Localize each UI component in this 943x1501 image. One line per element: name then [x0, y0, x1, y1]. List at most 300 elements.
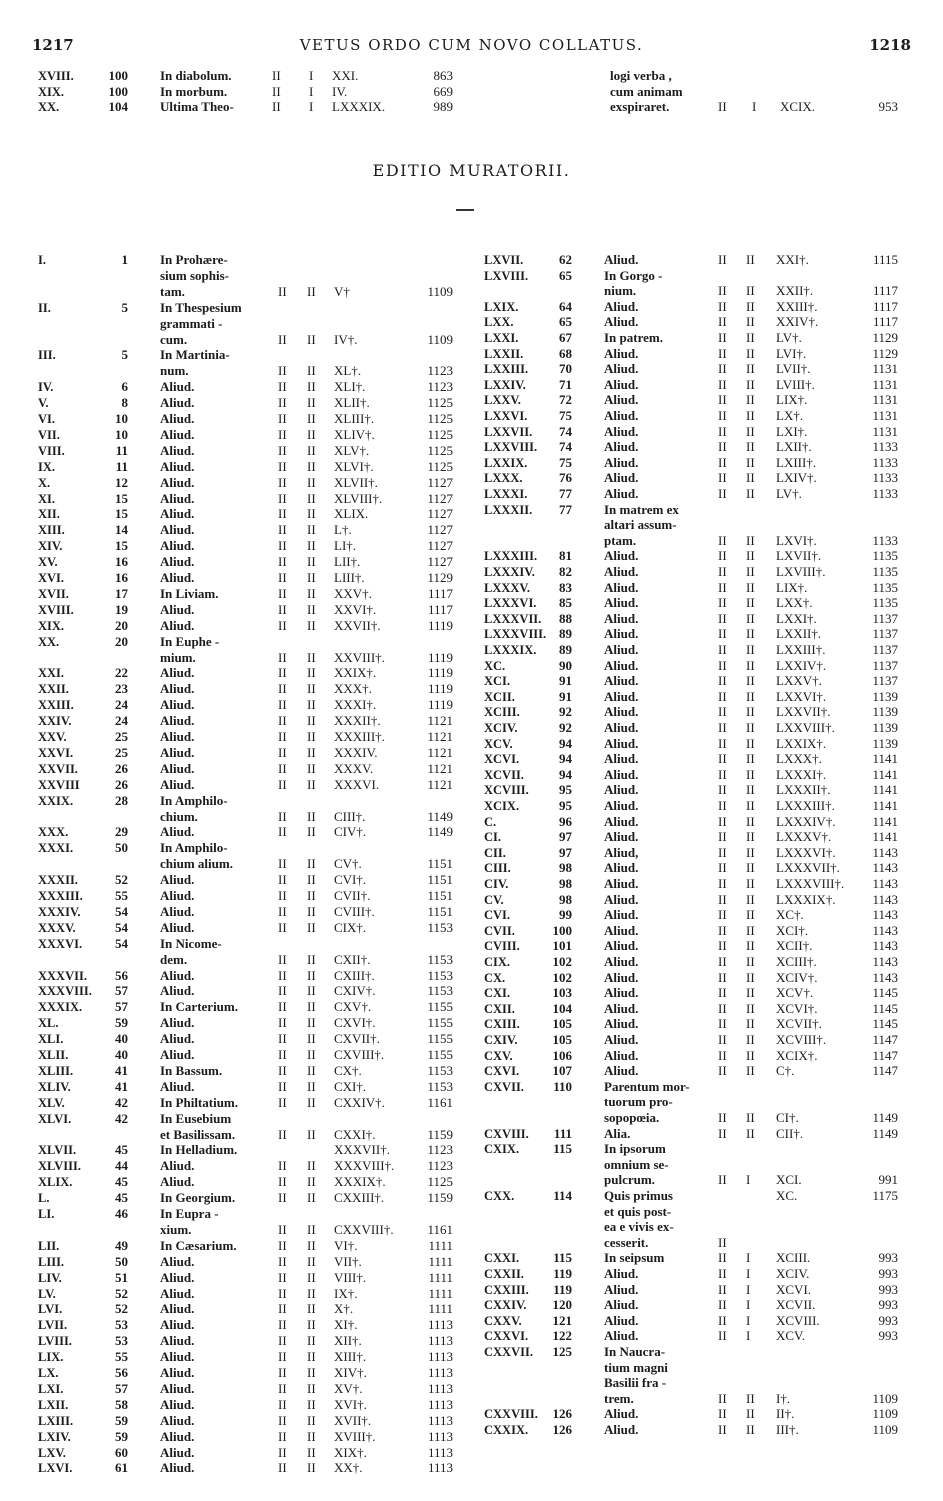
- cell-title: In Bassum.: [160, 1062, 223, 1078]
- cell-page: 1143: [872, 844, 898, 860]
- cell-num: 19: [115, 601, 128, 617]
- cell-vol: II: [278, 697, 287, 713]
- cell-old: LXXIV†.: [776, 657, 827, 673]
- cell-num: 45: [115, 1190, 128, 1206]
- cell-vol: II: [718, 876, 727, 891]
- cell-page: 1135: [872, 595, 898, 611]
- cell-old: CXIII†.: [334, 967, 375, 983]
- cell-vol: II: [718, 891, 727, 907]
- cell-old: XXXIV.: [334, 744, 378, 760]
- cell-page: 1135: [872, 564, 898, 579]
- cell-title: Aliud.: [604, 361, 639, 377]
- cell-title: Aliud.: [604, 1063, 639, 1079]
- cell-title: Aliud.: [160, 601, 195, 617]
- cell-roman: XXXVII.: [38, 968, 87, 983]
- cell-old: XXXVI.: [334, 776, 380, 792]
- table-row: [0, 1079, 943, 1095]
- cell-vol: II: [718, 298, 727, 314]
- cell-old: XXIII†.: [776, 298, 818, 314]
- cell-old: XV†.: [334, 1380, 363, 1396]
- cell-vol: II: [278, 649, 287, 665]
- cell-old: LXIII†.: [776, 454, 817, 470]
- table-row: [0, 845, 943, 861]
- table-row: [0, 658, 943, 674]
- cell-vol: II: [278, 1412, 287, 1428]
- cell-old: XI†.: [334, 1317, 358, 1333]
- cell-vol: II: [278, 1253, 287, 1269]
- cell-vol: II: [278, 888, 287, 903]
- table-row: [0, 99, 943, 115]
- cell-old: XCIV.: [776, 1266, 810, 1281]
- cell-vol: II: [718, 954, 727, 969]
- cell-old: CXII†.: [334, 951, 371, 967]
- cell-page: 1147: [872, 1032, 898, 1047]
- cell-roman: XLVIII.: [38, 1159, 81, 1174]
- cell-page: 1139: [872, 735, 898, 751]
- cell-roman: LXXXVIII.: [484, 627, 547, 642]
- cell-page: 1141: [872, 813, 898, 829]
- cell-old: CXXI†.: [334, 1126, 376, 1142]
- cell-title: Aliud.: [604, 969, 639, 985]
- cell-page: 993: [878, 1266, 898, 1281]
- cell-num: 42: [115, 1094, 128, 1110]
- cell-page: 1131: [872, 392, 898, 408]
- cell-num: 11: [115, 442, 128, 458]
- cell-roman: CIII.: [484, 861, 511, 876]
- cell-title: Aliud.: [160, 776, 195, 792]
- cell-roman: CVII.: [484, 923, 515, 938]
- cell-title: Aliud.: [604, 1016, 639, 1032]
- cell-num: 45: [115, 1174, 128, 1190]
- cell-page: 1143: [872, 938, 898, 954]
- cell-num: 26: [115, 776, 128, 792]
- cell-roman: XVI.: [38, 571, 65, 585]
- cell-num: 74: [559, 439, 572, 455]
- cell-vol: II: [278, 1460, 287, 1476]
- cell-num: 75: [559, 454, 572, 470]
- cell-col: II: [307, 983, 316, 999]
- cell-title: Aliud.: [160, 1380, 195, 1396]
- cell-col: II: [307, 506, 316, 522]
- cell-old: VI†.: [334, 1237, 358, 1253]
- cell-page: 1145: [872, 985, 898, 1001]
- cell-col: II: [307, 411, 316, 426]
- cell-roman: XXIX.: [38, 793, 74, 808]
- table-row: [0, 673, 943, 689]
- cell-col: II: [746, 439, 755, 455]
- cell-roman: LXXXIII.: [484, 549, 538, 564]
- cell-vol: II: [278, 776, 287, 792]
- cell-roman: LX.: [38, 1366, 59, 1380]
- cell-num: 55: [115, 888, 128, 903]
- cell-col: II: [307, 1444, 316, 1460]
- cell-num: 1: [121, 252, 128, 267]
- cell-title: Aliud.: [604, 454, 639, 470]
- cell-title: Aliud.: [160, 1301, 195, 1317]
- cell-page: 1127: [427, 474, 453, 490]
- cell-vol: II: [278, 1285, 287, 1301]
- cell-page: 1125: [427, 458, 453, 474]
- cell-title: Aliud.: [160, 522, 195, 538]
- cell-title: Aliud.: [160, 1317, 195, 1333]
- cell-title: In Amphilo-: [160, 792, 228, 808]
- cell-page: 1113: [427, 1412, 453, 1428]
- cell-vol: II: [718, 1328, 727, 1344]
- cell-vol: II: [718, 283, 727, 299]
- cell-vol: II: [278, 1269, 287, 1285]
- cell-vol: II: [718, 907, 727, 923]
- cell-roman: LXXX.: [484, 471, 523, 486]
- cell-page: 1151: [427, 872, 453, 888]
- cell-num: 45: [115, 1142, 128, 1158]
- cell-old: X†.: [334, 1301, 354, 1317]
- cell-old: LXXII†.: [776, 626, 822, 642]
- cell-roman: V.: [38, 396, 49, 411]
- cell-old: XVIII†.: [334, 1428, 376, 1444]
- cell-num: 57: [115, 1380, 128, 1396]
- cell-page: 1147: [872, 1047, 898, 1063]
- cell-old: LI†.: [334, 538, 357, 554]
- cell-col: II: [746, 470, 755, 486]
- cell-roman: XIII.: [38, 523, 65, 538]
- cell-roman: XXIV.: [38, 714, 72, 729]
- cell-col: II: [307, 1460, 316, 1476]
- cell-num: 88: [559, 610, 572, 626]
- cell-vol: II: [278, 442, 287, 458]
- cell-roman: LXXIV.: [484, 377, 526, 392]
- cell-roman: XCI.: [484, 674, 511, 689]
- cell-vol: II: [718, 454, 727, 470]
- cell-roman: CXV.: [484, 1048, 513, 1063]
- cell-col: II: [307, 999, 316, 1015]
- cell-num: 54: [115, 903, 128, 919]
- cell-page: 1159: [427, 1190, 453, 1206]
- cell-roman: XLI.: [38, 1032, 64, 1047]
- cell-num: 64: [559, 298, 572, 314]
- cell-num: 94: [559, 766, 572, 782]
- cell-vol: II: [278, 1062, 287, 1078]
- cell-old: LXXX†.: [776, 751, 822, 767]
- cell-num: 105: [552, 1016, 572, 1032]
- cell-col: II: [746, 314, 755, 330]
- cell-col: II: [746, 330, 755, 345]
- cell-roman: XXXIII.: [38, 889, 83, 903]
- cell-num: 56: [115, 967, 128, 983]
- table-row: [0, 314, 943, 330]
- cell-title: Aliud.: [160, 1396, 195, 1412]
- cell-roman: XCV.: [484, 736, 513, 751]
- cell-vol: II: [278, 872, 287, 888]
- cell-old: LXXXIX†.: [776, 891, 836, 907]
- cell-title: Aliud.: [160, 379, 195, 395]
- cell-title: chium alium.: [160, 856, 233, 872]
- cell-col: II: [307, 1126, 316, 1142]
- cell-col: II: [307, 1412, 316, 1428]
- cell-page: 1137: [872, 657, 898, 673]
- cell-page: 1137: [872, 642, 898, 657]
- cell-num: 50: [115, 1253, 128, 1269]
- cell-num: 41: [115, 1062, 128, 1078]
- cell-col: II: [307, 744, 316, 760]
- cell-page: 1137: [872, 610, 898, 626]
- cell-num: 11: [115, 458, 128, 474]
- cell-num: 15: [115, 490, 128, 506]
- cell-col: II: [307, 872, 316, 888]
- cell-col: II: [746, 657, 755, 673]
- cell-title: Aliud.: [160, 1078, 195, 1094]
- cell-vol: II: [718, 1406, 727, 1422]
- cell-roman: XCIV.: [484, 721, 518, 735]
- cell-page: 1125: [427, 411, 453, 426]
- cell-roman: CXX.: [484, 1189, 515, 1203]
- cell-old: CIV†.: [334, 824, 367, 840]
- cell-num: 65: [559, 314, 572, 330]
- cell-roman: VIII.: [38, 443, 65, 458]
- cell-title: Aliud.: [604, 252, 639, 267]
- cell-roman: XV.: [38, 555, 58, 570]
- table-row: [0, 595, 943, 611]
- cell-title: In Philtatium.: [160, 1094, 239, 1110]
- cell-title: Aliud.: [160, 1428, 195, 1444]
- cell-old: XIII†.: [334, 1349, 367, 1365]
- cell-num: 126: [552, 1422, 572, 1437]
- cell-roman: CXVIII.: [484, 1126, 529, 1141]
- cell-col: I: [746, 1312, 751, 1328]
- cell-title: In Georgium.: [160, 1190, 236, 1206]
- cell-old: CV†.: [334, 856, 362, 872]
- cell-title: In Naucra-: [604, 1344, 666, 1359]
- cell-old: CXVIII†.: [334, 1047, 385, 1062]
- table-row: [0, 860, 943, 876]
- cell-old: LXXXV†.: [776, 829, 832, 845]
- cell-page: 1119: [427, 649, 453, 665]
- cell-page: 1159: [427, 1126, 453, 1142]
- cell-col: II: [307, 665, 316, 681]
- table-row: [0, 1313, 943, 1329]
- cell-old: LXXV†.: [776, 673, 822, 689]
- cell-page: 1131: [872, 361, 898, 377]
- cell-old: XC†.: [776, 907, 804, 923]
- cell-col: II: [746, 1110, 755, 1125]
- cell-roman: CXXIII.: [484, 1282, 529, 1297]
- cell-roman: XXIII.: [38, 698, 74, 713]
- cell-num: 104: [108, 99, 128, 114]
- cell-page: 1175: [872, 1188, 898, 1203]
- cell-old: CVIII†.: [334, 903, 375, 919]
- cell-title: dem.: [160, 951, 188, 967]
- cell-page: 1129: [872, 330, 898, 345]
- cell-num: 25: [115, 744, 128, 760]
- table-row: [0, 1126, 943, 1142]
- cell-num: 96: [559, 813, 572, 829]
- cell-col: II: [746, 252, 755, 267]
- cell-roman: LXXI.: [484, 331, 519, 345]
- cell-title: Aliud.: [160, 1412, 195, 1428]
- cell-vol: II: [278, 1380, 287, 1396]
- table-row: [0, 346, 943, 362]
- cell-roman: XCII.: [484, 689, 515, 704]
- cell-col: II: [746, 1125, 755, 1141]
- cell-col: II: [307, 458, 316, 474]
- cell-title: Aliud,: [604, 844, 639, 860]
- cell-num: 46: [115, 1206, 128, 1221]
- cell-page: 1113: [427, 1365, 453, 1380]
- cell-old: XVI†.: [334, 1396, 367, 1412]
- cell-title: Parentum mor-: [604, 1078, 690, 1094]
- cell-title: tium magni: [604, 1359, 668, 1375]
- table-row: [0, 985, 943, 1001]
- cell-vol: II: [278, 522, 287, 538]
- cell-old: LXVI†.: [776, 532, 817, 548]
- cell-col: II: [746, 392, 755, 408]
- cell-title: Aliud.: [160, 729, 195, 744]
- cell-old: XCV†.: [776, 985, 814, 1001]
- cell-col: II: [746, 1016, 755, 1032]
- cell-old: XXI†.: [776, 252, 809, 267]
- cell-page: 1143: [872, 860, 898, 876]
- cell-old: LII†.: [334, 554, 361, 570]
- cell-num: 5: [121, 299, 128, 315]
- cell-page: 1141: [872, 751, 898, 767]
- cell-vol: II: [278, 1237, 287, 1253]
- cell-roman: XVIII.: [38, 69, 74, 83]
- cell-vol: II: [718, 720, 727, 735]
- cell-col: II: [307, 442, 316, 458]
- cell-page: 1113: [427, 1333, 453, 1349]
- table-row: [0, 1266, 943, 1282]
- cell-page: 1119: [427, 617, 453, 633]
- cell-roman: LXXVIII.: [484, 440, 538, 455]
- table-row: [0, 470, 943, 486]
- cell-title: In Nicome-: [160, 935, 222, 951]
- cell-page: 1153: [427, 1062, 453, 1078]
- cell-old: XCIX.: [780, 99, 816, 114]
- cell-num: 25: [115, 729, 128, 744]
- cell-old: XCVII†.: [776, 1016, 822, 1032]
- cell-page: 1109: [872, 1406, 898, 1422]
- cell-page: 1123: [427, 1158, 453, 1174]
- cell-vol: II: [278, 411, 287, 426]
- cell-old: XXXV.: [334, 760, 374, 776]
- cell-title: Aliud.: [604, 704, 639, 720]
- cell-page: 1117: [427, 585, 453, 601]
- cell-roman: XX.: [38, 100, 60, 114]
- table-row: [0, 967, 943, 986]
- cell-col: II: [307, 808, 316, 824]
- cell-title: Aliud.: [604, 470, 639, 486]
- cell-roman: LXIV.: [38, 1429, 71, 1444]
- cell-num: 42: [115, 1110, 128, 1126]
- cell-col: I: [746, 1266, 751, 1281]
- cell-col: II: [746, 766, 755, 782]
- cell-num: 15: [115, 538, 128, 554]
- cell-col: II: [307, 1380, 316, 1396]
- cell-old: XC.: [776, 1188, 798, 1203]
- table-row: [0, 548, 943, 564]
- cell-num: 51: [115, 1269, 128, 1285]
- cell-num: 16: [115, 570, 128, 585]
- cell-old: XXII†.: [776, 283, 814, 299]
- cell-title: Aliud.: [604, 657, 639, 673]
- cell-page: 1113: [427, 1396, 453, 1412]
- cell-title: sopopœia.: [604, 1110, 660, 1125]
- cell-vol: II: [718, 1047, 727, 1063]
- cell-old: XLIII†.: [334, 411, 375, 426]
- cell-num: 94: [559, 751, 572, 767]
- cell-vol: II: [278, 395, 287, 411]
- cell-num: 75: [559, 408, 572, 423]
- cell-title: Aliud.: [604, 1032, 639, 1047]
- cell-num: 102: [552, 969, 572, 985]
- table-row: [0, 1375, 943, 1391]
- cell-col: II: [746, 298, 755, 314]
- cell-old: XCVIII†.: [776, 1032, 827, 1047]
- cell-old: CIX†.: [334, 919, 367, 935]
- cell-title: Aliud.: [604, 548, 639, 564]
- table-row: [0, 1141, 943, 1157]
- cell-col: II: [746, 798, 755, 813]
- cell-old: XXXI†.: [334, 697, 377, 713]
- cell-old: LXXXVII†.: [776, 860, 840, 876]
- cell-roman: X.: [38, 475, 51, 490]
- cell-roman: XLIV.: [38, 1079, 71, 1094]
- cell-old: XLIV†.: [334, 426, 375, 442]
- cell-col: II: [746, 673, 755, 689]
- cell-title: et quis post-: [604, 1203, 672, 1219]
- cell-roman: XVII.: [38, 586, 69, 601]
- cell-title: Aliud.: [160, 713, 195, 729]
- cell-vol: II: [718, 423, 727, 439]
- cell-num: 74: [559, 423, 572, 439]
- cell-col: II: [307, 649, 316, 665]
- cell-page: 1111: [428, 1301, 453, 1317]
- cell-vol: II: [718, 361, 727, 377]
- cell-old: CXXIII†.: [334, 1190, 385, 1206]
- cell-num: 102: [552, 954, 572, 969]
- cell-col: II: [307, 1015, 316, 1031]
- table-row: [0, 283, 943, 299]
- cell-page: 1149: [872, 1110, 898, 1125]
- table-row: [0, 782, 943, 798]
- cell-page: 1135: [872, 548, 898, 564]
- cell-col: II: [307, 585, 316, 601]
- cell-old: CXIV†.: [334, 983, 376, 999]
- cell-vol: II: [278, 426, 287, 442]
- cell-title: Aliud.: [160, 538, 195, 554]
- cell-roman: XXVI.: [38, 745, 74, 760]
- cell-old: XXVI†.: [334, 601, 377, 617]
- table-row: [0, 1445, 943, 1461]
- cell-title: Aliud.: [160, 1174, 195, 1190]
- cell-page: 1131: [872, 423, 898, 439]
- cell-col: II: [307, 617, 316, 633]
- cell-vol: II: [278, 1428, 287, 1444]
- cell-vol: II: [718, 99, 727, 114]
- cell-roman: CXIX.: [484, 1142, 520, 1157]
- cell-title: Aliud.: [160, 474, 195, 490]
- cell-num: 89: [559, 642, 572, 657]
- cell-title: Aliud.: [160, 967, 195, 983]
- cell-roman: XLIII.: [38, 1063, 74, 1078]
- cell-num: 60: [115, 1444, 128, 1460]
- cell-page: 1143: [872, 969, 898, 985]
- table-row: [0, 1188, 943, 1204]
- cell-old: LXI†.: [776, 423, 808, 439]
- cell-vol: II: [278, 1047, 287, 1062]
- cell-num: 98: [559, 891, 572, 907]
- cell-page: 1131: [872, 408, 898, 423]
- cell-col: II: [746, 813, 755, 829]
